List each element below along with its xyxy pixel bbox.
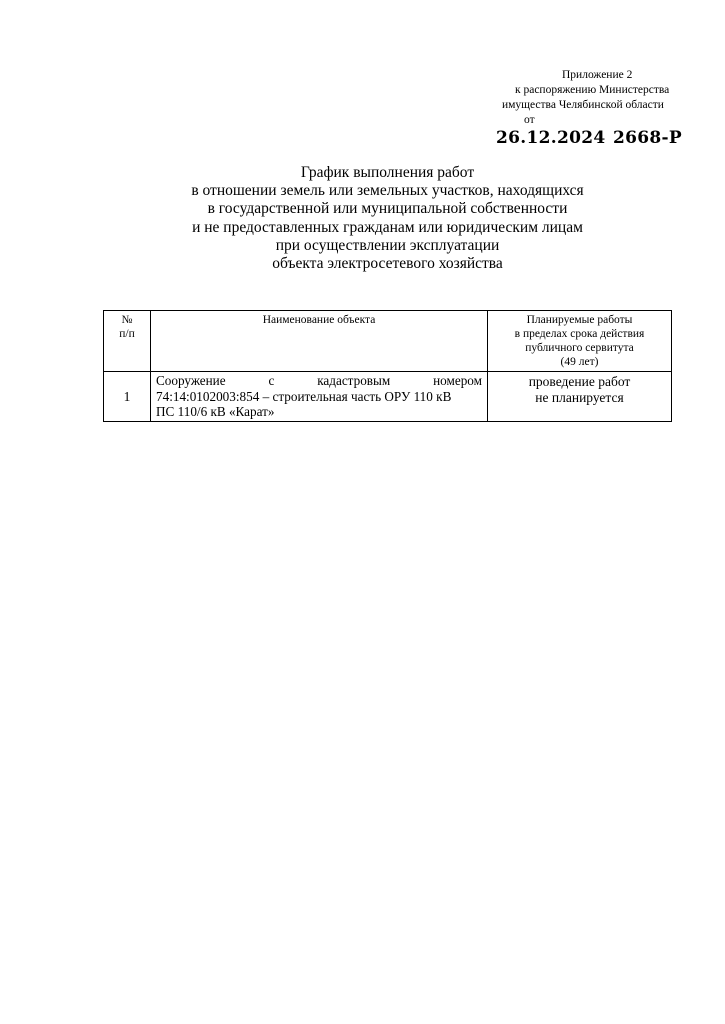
header-plan-line: публичного сервитута (525, 342, 634, 354)
object-word: номером (433, 373, 482, 388)
object-word: с (268, 373, 275, 388)
planned-works-line: не планируется (535, 389, 624, 405)
appendix-line: имущества Челябинской области (502, 99, 664, 111)
header-num (104, 311, 151, 372)
header-plan-line: в пределах срока действия (514, 328, 645, 340)
title-line: при осуществлении эксплуатации (275, 236, 500, 254)
table-header-row (104, 311, 672, 372)
title-line: объекта электросетевого хозяйства (272, 255, 503, 273)
header-num-sign: № (121, 314, 133, 326)
appendix-line: от (524, 114, 535, 126)
object-word: кадастровым (317, 373, 391, 388)
header-plan-line: (49 лет) (560, 356, 599, 368)
planned-works-line: проведение работ (528, 374, 631, 389)
row-number: 1 (104, 372, 151, 422)
appendix-line: к распоряжению Министерства (515, 84, 670, 96)
order-date: 26.12.2024 (496, 128, 606, 148)
planned-works (488, 372, 672, 422)
order-number: 2668-Р (613, 128, 682, 148)
title-line: График выполнения работ (300, 164, 475, 181)
header-plan-line: Планируемые работы (526, 314, 633, 326)
object-name-line: ПС 110/6 кВ «Карат» (156, 404, 275, 419)
header-plan (488, 311, 672, 372)
object-word: Сооружение (156, 373, 226, 388)
table-row (104, 372, 672, 422)
header-name: Наименование объекта (151, 311, 488, 372)
object-name-line: 74:14:0102003:854 – строительная часть ОРУ 110 кВ (156, 388, 452, 404)
title-line: в отношении земель или земельных участков, находящихся (191, 182, 584, 200)
object-name (151, 372, 488, 422)
works-schedule-table (103, 310, 672, 422)
document-title (110, 164, 665, 273)
object-name-line (156, 373, 482, 389)
title-line: в государственной или муниципальной собственности (207, 200, 568, 218)
appendix-header (490, 68, 690, 128)
title-line: и не предоставленных гражданам или юридическим лицам (192, 218, 583, 236)
appendix-line: Приложение 2 (562, 69, 633, 81)
header-num-label: п/п (119, 328, 135, 340)
